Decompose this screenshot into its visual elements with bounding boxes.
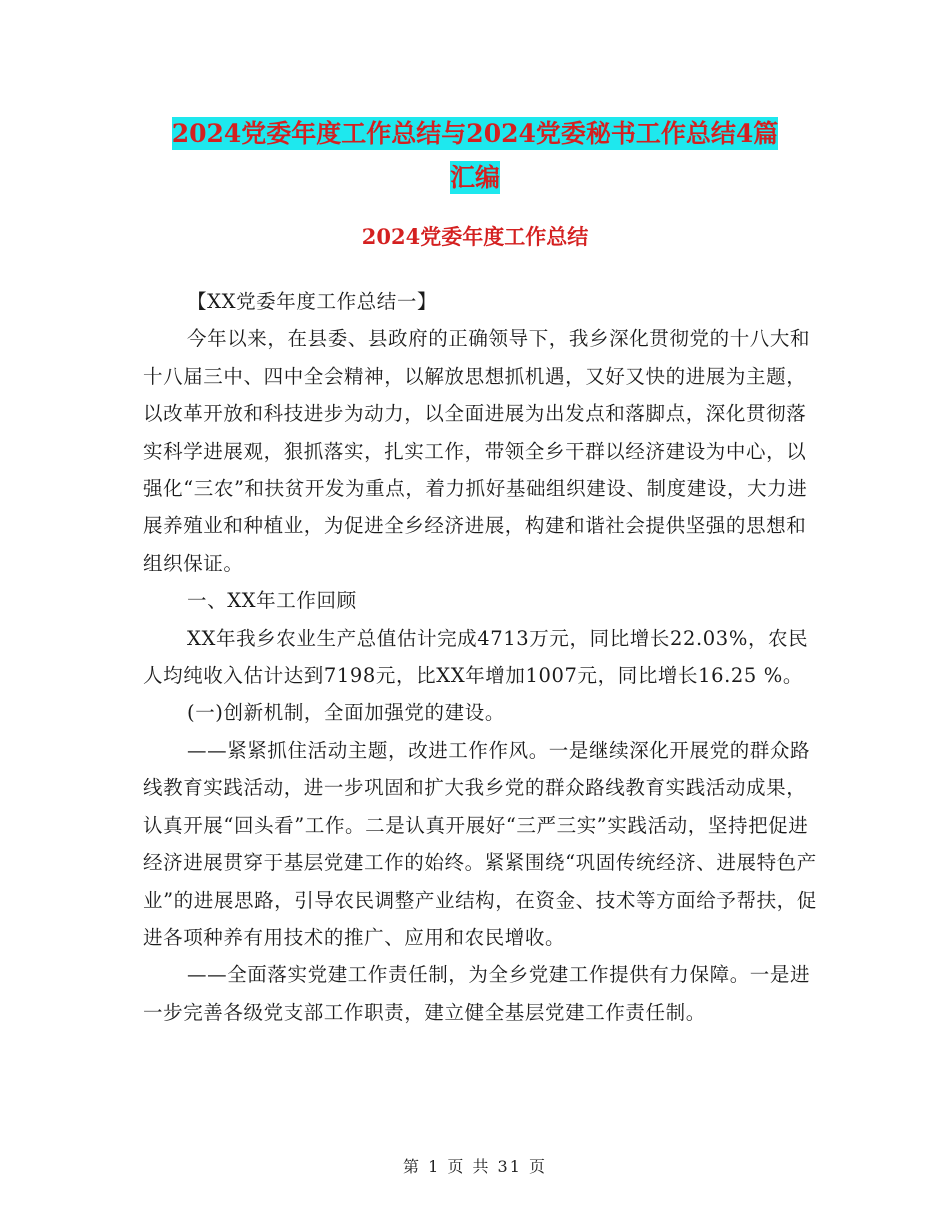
paragraph-subheading: (一)创新机制，全面加强党的建设。 bbox=[187, 701, 505, 725]
title-line-2: 汇编 bbox=[449, 163, 500, 192]
page-footer: 第 1 页 共 31 页 bbox=[403, 1157, 547, 1176]
paragraph-subheading: 一、XX年工作回顾 bbox=[187, 589, 357, 613]
paragraph: ——全面落实党建工作责任制，为全乡党建工作提供有力保障。一是进一步完善各级党支部工作职责，建立健全基层党建工作责任制。 bbox=[143, 963, 811, 1024]
title-line-1: 2024党委年度工作总结与2024党委秘书工作总结4篇 bbox=[171, 119, 779, 148]
document-body bbox=[143, 283, 823, 1031]
paragraph-heading: 【XX党委年度工作总结一】 bbox=[187, 290, 438, 313]
paragraph: XX年我乡农业生产总值估计完成4713万元，同比增长22.03%，农民人均纯收入估计达到7198元，比XX年增加1007元，同比增长16.25 %。 bbox=[143, 626, 809, 688]
document-title bbox=[140, 112, 810, 200]
paragraph: 今年以来，在县委、县政府的正确领导下，我乡深化贯彻党的十八大和十八届三中、四中全会精神，以解放思想抓机遇，又好又快的进展为主题，以改革开放和科技进步为动力，以全面进展为出发点和落脚点，深化贯彻落实科学进展观，狠抓落实，扎实工作，带领全乡干群以经济建设为中心，以强化“三农”和扶贫开发为重点，着力抓好基础组织建设、制度建设，大力进展养殖业和种植业，为促进全乡经济进展，构建和谐社会提供坚强的思想和组织保证。 bbox=[143, 327, 811, 575]
paragraph: ——紧紧抓住活动主题，改进工作作风。一是继续深化开展党的群众路线教育实践活动，进一步巩固和扩大我乡党的群众路线教育实践活动成果，认真开展“回头看”工作。二是认真开展好“三严三实”实践活动，坚持把促进经济进展贯穿于基层党建工作的始终。紧紧围绕“巩固传统经济、进展特色产业”的进展思路，引导农民调整产业结构，在资金、技术等方面给予帮扶，促进各项种养有用技术的推广、应用和农民增收。 bbox=[143, 738, 817, 949]
section-title: 2024党委年度工作总结 bbox=[361, 224, 589, 249]
